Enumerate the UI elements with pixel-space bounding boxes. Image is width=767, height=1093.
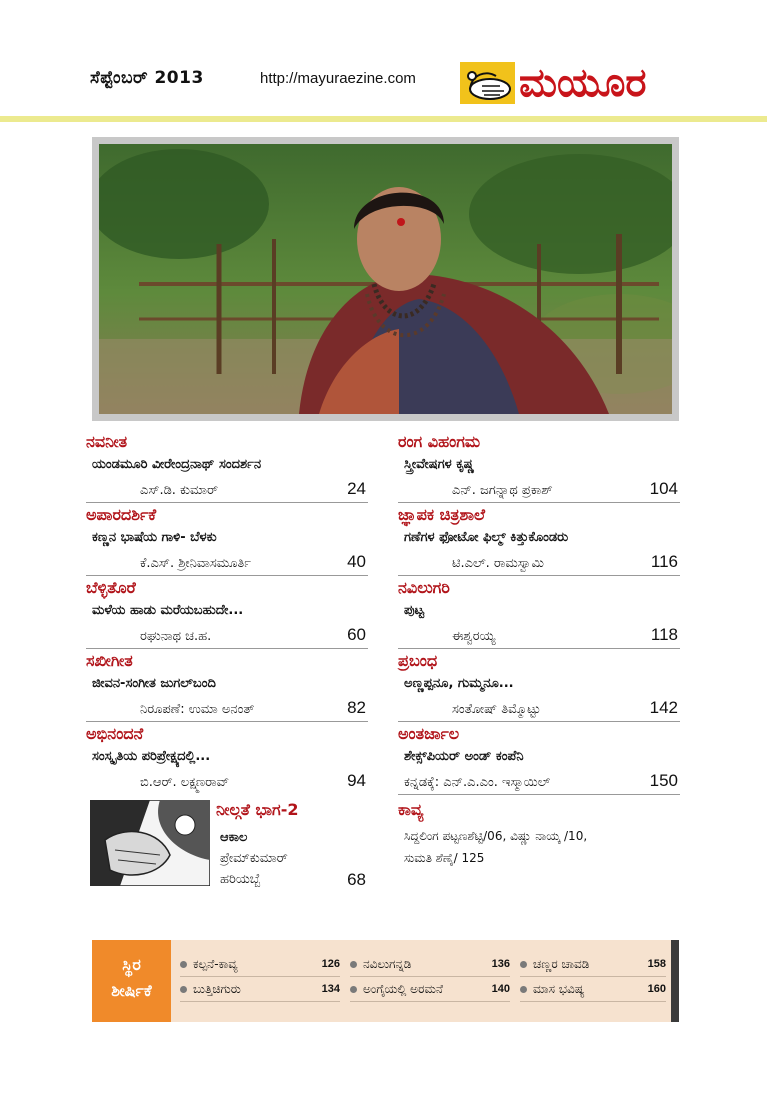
issue-date: ಸೆಪ್ಟೆಂಬರ್ 2013	[90, 68, 204, 88]
fixed-columns-box	[92, 940, 679, 1022]
author-row	[398, 476, 680, 502]
toc-entry[interactable]	[86, 503, 368, 576]
page-number: 94	[347, 771, 366, 790]
article-title: ಅಣ್ಣಪ್ಪನೂ, ಗುಮ್ಮನೂ...	[404, 676, 514, 691]
page-number: 126	[321, 958, 340, 970]
page-number: 68	[347, 870, 366, 889]
toc-entry[interactable]	[398, 649, 680, 722]
toc-entry[interactable]	[86, 722, 368, 794]
article-author: ಟಿ.ಎಲ್. ರಾಮಸ್ವಾಮಿ	[452, 556, 544, 571]
article-title: ಸಂಸ್ಕೃತಿಯ ಪರಿಪ್ರೇಕ್ಷ್ಯದಲ್ಲಿ...	[92, 749, 211, 764]
article-title: ಪುಟ್ಟ	[404, 603, 425, 618]
article-title: ಶೇಕ್ಸ್‌ಪಿಯರ್ ಅಂಡ್ ಕಂಪೆನಿ	[404, 749, 524, 764]
toc-entry[interactable]	[398, 430, 680, 503]
author-row	[398, 768, 680, 794]
article-author: ಎಸ್.ಡಿ. ಕುಮಾರ್	[140, 483, 219, 498]
page-number: 118	[650, 625, 678, 644]
serial-title: ನೀಲ್ಗತೆ ಭಾಗ-2	[216, 800, 299, 819]
article-title: ಸ್ತ್ರೀವೇಷಗಳ ಕೃಷ್ಣ	[404, 457, 475, 472]
serial-story-entry[interactable]	[86, 796, 368, 888]
section-title: ನವನೀತ	[86, 432, 128, 451]
toc-entry[interactable]	[398, 576, 680, 649]
page-number: 104	[649, 479, 678, 498]
fixed-item-name: ಮಾಸ ಭವಿಷ್ಯ	[533, 981, 585, 996]
section-title: ಅಂತರ್ಜಾಲ	[398, 724, 460, 743]
section-title: ಪ್ರಬಂಧ	[398, 651, 438, 670]
article-title: ಜೀವನ-ಸಂಗೀತ ಜುಗಲ್‌ಬಂದಿ	[92, 676, 216, 691]
article-author: ಕನ್ನಡಕ್ಕೆ: ಎನ್.ಎ.ಎಂ. ಇಸ್ಮಾಯಿಲ್	[404, 775, 551, 790]
bullet-icon	[180, 961, 187, 968]
author-row	[86, 622, 368, 648]
page-number: 40	[347, 552, 366, 571]
page-number: 82	[347, 698, 366, 717]
serial-author-surname: ಹರಿಯಬ್ಬೆ	[220, 872, 261, 887]
toc-entry[interactable]	[398, 503, 680, 576]
serial-author: ಪ್ರೇಮ್‌ಕುಮಾರ್	[220, 851, 288, 866]
fixed-item-name: ನವಿಲುಗನ್ನಡಿ	[363, 956, 412, 971]
page-number: 140	[491, 983, 510, 995]
author-row	[398, 695, 680, 721]
page-header	[0, 0, 767, 125]
label-line: ಶೀರ್ಷಿಕೆ	[111, 981, 152, 1000]
header-divider-band	[0, 116, 767, 122]
site-url-link[interactable]: http://mayuraezine.com	[260, 70, 416, 87]
fixed-column-group	[350, 952, 510, 1002]
logo-text: ಮಯೂರ	[519, 60, 647, 106]
article-author: ಕೆ.ಎಸ್. ಶ್ರೀನಿವಾಸಮೂರ್ತಿ	[140, 556, 252, 571]
section-title: ರಂಗ ವಿಹಂಗಮ	[398, 432, 481, 451]
toc-entry[interactable]	[398, 722, 680, 795]
fixed-item[interactable]	[520, 977, 666, 1002]
fixed-item[interactable]	[520, 952, 666, 977]
bullet-icon	[180, 986, 187, 993]
section-title: ನವಿಲುಗರಿ	[398, 578, 450, 597]
article-author: ನಿರೂಪಣೆ: ಉಮಾ ಅನಂತ್	[140, 702, 255, 717]
fixed-item[interactable]	[180, 952, 340, 977]
bullet-icon	[350, 961, 357, 968]
fixed-columns-label	[92, 940, 171, 1022]
section-title: ಕಾವ್ಯ	[398, 800, 424, 819]
cover-photo	[99, 144, 672, 414]
fixed-item-name: ಅಂಗೈಯಲ್ಲಿ ಅರಮನೆ	[363, 981, 444, 996]
toc-entry[interactable]	[86, 430, 368, 503]
fixed-item-name: ಕಲ್ಪನೆ-ಕಾವ್ಯ	[193, 956, 238, 971]
fixed-item[interactable]	[350, 952, 510, 977]
serial-subtitle: ಆಕಾಲ	[220, 830, 248, 845]
page-number: 60	[347, 625, 366, 644]
page-number: 158	[647, 958, 666, 970]
author-row	[86, 695, 368, 721]
peacock-logo-icon	[460, 62, 515, 104]
article-title: ಗಣೆಗಳ ಫೋಟೋ ಫಿಲ್ಮ್ ಕಿತ್ತುಕೊಂಡರು	[404, 530, 569, 545]
contents-left-column	[86, 430, 368, 888]
toc-entry[interactable]	[86, 576, 368, 649]
magazine-logo	[460, 62, 647, 104]
bullet-icon	[520, 986, 527, 993]
page-number: 150	[649, 771, 678, 790]
section-title: ಸಖೀಗೀತ	[86, 651, 133, 670]
section-title: ಜ್ಞಾಪಕ ಚಿತ್ರಶಾಲೆ	[398, 505, 485, 524]
author-row	[86, 476, 368, 502]
page-number: 116	[650, 552, 678, 571]
page-number: 136	[491, 958, 510, 970]
article-author: ರಘುನಾಥ ಚ.ಹ.	[140, 629, 212, 644]
contents-right-column	[398, 430, 680, 869]
fixed-column-group	[520, 952, 666, 1002]
fixed-box-edge	[671, 940, 679, 1022]
author-row	[398, 549, 680, 575]
section-title: ಬೆಳ್ಳಿತೊರೆ	[86, 578, 136, 597]
article-author: ಬಿ.ಆರ್. ಲಕ್ಷ್ಮಣರಾವ್	[140, 775, 230, 790]
page-number: 160	[647, 983, 666, 995]
kavya-contributors	[398, 825, 680, 869]
fixed-item-name: ಚಣ್ಣರ ಚಾವಡಿ	[533, 956, 590, 971]
author-row	[86, 549, 368, 575]
article-author: ಸಂತೋಷ್ ತಿಮ್ಮೊಟ್ಟು	[452, 702, 541, 717]
article-author: ಈಶ್ವರಯ್ಯ	[452, 629, 496, 644]
fixed-item[interactable]	[180, 977, 340, 1002]
author-row	[398, 622, 680, 648]
kavya-line: ಸಿದ್ದಲಿಂಗ ಪಟ್ಟಣಶೆಟ್ಟಿ/06, ವಿಷ್ಣು ನಾಯ್ಕ /10,	[404, 829, 588, 843]
article-title: ಕಣ್ಣನ ಭಾಷೆಯ ಗಾಳಿ- ಬೆಳಕು	[92, 530, 217, 545]
article-title: ಮಳೆಯ ಹಾಡು ಮರೆಯಬಹುದೇ...	[92, 603, 244, 618]
fixed-item-name: ಬುತ್ತಿಚಿಗುರು	[193, 981, 241, 996]
section-title: ಅಭಿನಂದನೆ	[86, 724, 144, 743]
serial-illustration	[90, 800, 210, 886]
bullet-icon	[350, 986, 357, 993]
article-author: ಎನ್. ಜಗನ್ನಾಥ ಪ್ರಕಾಶ್	[452, 483, 553, 498]
page-number: 134	[321, 983, 340, 995]
article-title: ಯಂಡಮೂರಿ ವೀರೇಂದ್ರನಾಥ್ ಸಂದರ್ಶನ	[92, 457, 262, 472]
kavya-entry[interactable]	[398, 795, 680, 869]
bullet-icon	[520, 961, 527, 968]
page-number: 142	[649, 698, 678, 717]
page-number: 24	[347, 479, 366, 498]
toc-entry[interactable]	[86, 649, 368, 722]
label-line: ಸ್ಥಿರ	[122, 955, 141, 974]
fixed-item[interactable]	[350, 977, 510, 1002]
author-row	[86, 768, 368, 794]
section-title: ಅಪಾರದರ್ಶಿಕೆ	[86, 505, 157, 524]
kavya-line: ಸುಮತಿ ಶೆಣೈ/ 125	[404, 851, 485, 865]
cover-photo-frame	[92, 137, 679, 421]
fixed-column-group	[180, 952, 340, 1002]
